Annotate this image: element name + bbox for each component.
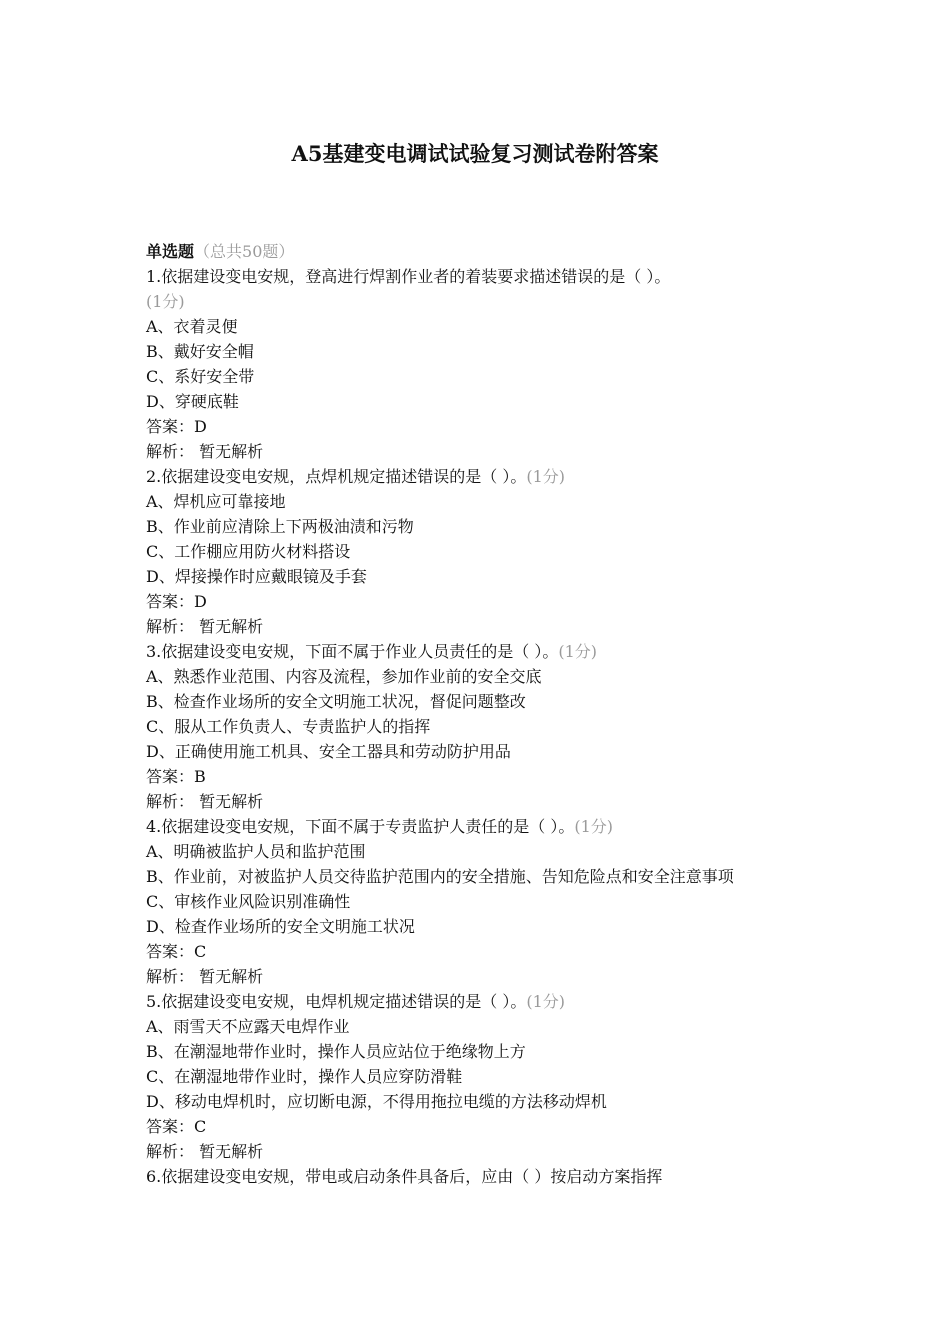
option: A、焊机应可靠接地	[146, 492, 286, 511]
option: A、雨雪天不应露天电焊作业	[146, 1017, 350, 1036]
option: C、系好安全带	[146, 367, 255, 386]
section-count: （总共50题）	[194, 242, 295, 261]
option: C、工作棚应用防火材料搭设	[146, 542, 351, 561]
answer: 答案：C	[146, 1117, 207, 1136]
option: A、衣着灵便	[146, 317, 238, 336]
option: B、检查作业场所的安全文明施工状况，督促问题整改	[146, 692, 526, 711]
option: B、作业前，对被监护人员交待监护范围内的安全措施、告知危险点和安全注意事项	[146, 867, 734, 886]
question-score: (1分)	[574, 817, 614, 836]
option: C、在潮湿地带作业时，操作人员应穿防滑鞋	[146, 1067, 463, 1086]
analysis: 解析： 暂无解析	[146, 442, 264, 461]
question-stem: 5.依据建设变电安规，电焊机规定描述错误的是（ ）。(1分)	[146, 992, 566, 1011]
answer: 答案：D	[146, 417, 207, 436]
option: D、检查作业场所的安全文明施工状况	[146, 917, 415, 936]
question-stem: 4.依据建设变电安规，下面不属于专责监护人责任的是（ ）。(1分)	[146, 817, 614, 836]
option: D、焊接操作时应戴眼镜及手套	[146, 567, 367, 586]
analysis: 解析： 暂无解析	[146, 617, 264, 636]
answer: 答案：D	[146, 592, 207, 611]
answer: 答案：C	[146, 942, 207, 961]
option: B、戴好安全帽	[146, 342, 254, 361]
question-score: (1分)	[146, 292, 185, 311]
section-header	[146, 239, 816, 264]
option: C、服从工作负责人、专责监护人的指挥	[146, 717, 431, 736]
question-score: (1分)	[526, 992, 566, 1011]
question-stem: 2.依据建设变电安规，点焊机规定描述错误的是（ ）。(1分)	[146, 467, 566, 486]
question-stem: 1.依据建设变电安规，登高进行焊割作业者的着装要求描述错误的是（ ）。	[146, 267, 671, 286]
option: A、熟悉作业范围、内容及流程，参加作业前的安全交底	[146, 667, 542, 686]
analysis: 解析： 暂无解析	[146, 967, 264, 986]
question-score: (1分)	[526, 467, 566, 486]
option: B、作业前应清除上下两极油渍和污物	[146, 517, 414, 536]
option: C、审核作业风险识别准确性	[146, 892, 351, 911]
question-list	[146, 239, 816, 1189]
analysis: 解析： 暂无解析	[146, 792, 264, 811]
section-label: 单选题	[146, 242, 195, 261]
question-stem: 3.依据建设变电安规，下面不属于作业人员责任的是（ ）。(1分)	[146, 642, 598, 661]
answer: 答案：B	[146, 767, 206, 786]
option: D、穿硬底鞋	[146, 392, 239, 411]
question-score: (1分)	[558, 642, 598, 661]
option: B、在潮湿地带作业时，操作人员应站位于绝缘物上方	[146, 1042, 526, 1061]
question-stem: 6.依据建设变电安规，带电或启动条件具备后，应由（ ）按启动方案指挥	[146, 1167, 663, 1186]
option: A、明确被监护人员和监护范围	[146, 842, 366, 861]
document-title: A5基建变电调试试验复习测试卷附答案	[291, 141, 659, 166]
option: D、移动电焊机时，应切断电源，不得用拖拉电缆的方法移动焊机	[146, 1092, 607, 1111]
analysis: 解析： 暂无解析	[146, 1142, 264, 1161]
option: D、正确使用施工机具、安全工器具和劳动防护用品	[146, 742, 511, 761]
